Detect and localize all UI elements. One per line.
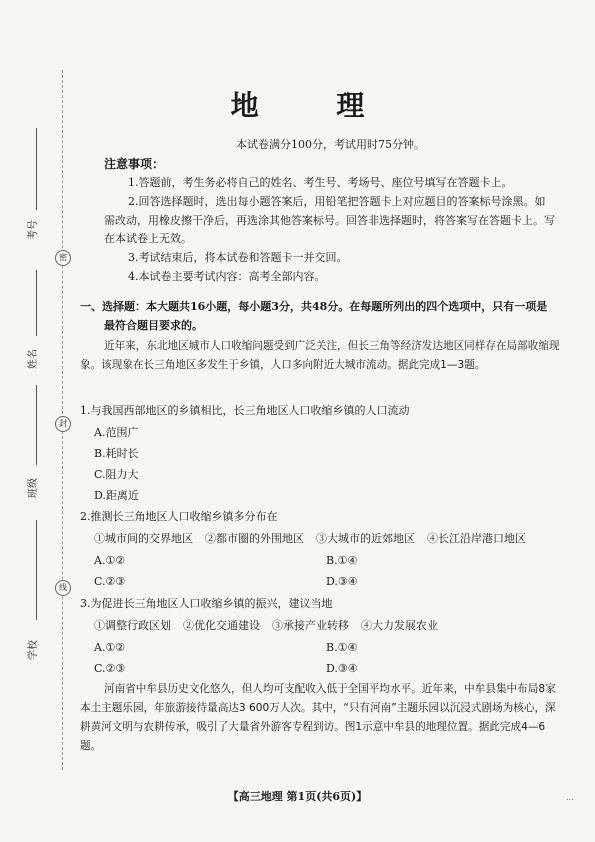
notice-item: 3.考试结束后，将本试卷和答题卡一并交回。	[128, 251, 348, 265]
notice-list	[104, 174, 556, 287]
option-a[interactable]: A.①②	[94, 554, 126, 567]
footer-mark: ...	[566, 793, 574, 802]
name-underline	[36, 270, 37, 336]
notice-item: 1.答题前，考生务必将自己的姓名、考生号、考场号、座位号填写在答题卡上。	[128, 176, 513, 189]
seal-mi: 密	[55, 250, 71, 266]
passage-text: 近年来，东北地区城市人口收缩问题受到广泛关注，但长三角等经济发达地区同样存在局部收缩现象。该现象在长三角地区多发生于乡镇，人口多向附近大城市流动。据此完成1—3题。	[80, 340, 560, 371]
option-d[interactable]: D.③④	[326, 575, 358, 588]
question-1	[80, 402, 560, 508]
section-heading-line1: 一、选择题：本大题共16小题，每小题3分，共48分。在每题所列出的四个选项中，只有一项是	[80, 300, 548, 313]
statement-item: ②都市圈的外围地区	[205, 532, 304, 545]
class-label: 班级	[28, 478, 39, 498]
option-b[interactable]: B.①④	[326, 641, 358, 654]
statement-item: ①城市间的交界地区	[94, 532, 193, 545]
statement-list	[80, 617, 560, 639]
reading-passage-2	[80, 680, 564, 756]
notice-item: 4.本试卷主要考试内容：高考全部内容。	[128, 269, 326, 283]
class-field[interactable]	[6, 470, 56, 530]
passage-text: 河南省中牟县历史文化悠久，但人均可支配收入低于全国平均水平。近年来，中牟县集中布局8家本土主题乐园，年旅游接待量高达3 600万人次。其中，“只有河南”主题乐园以沉浸式剧场为核心，深耕黄河文明与农耕传承，吸引了大量省外游客专程到访。图1示意中牟县的地理位置。据此完成4—6题。	[80, 683, 556, 752]
statement-list	[80, 530, 560, 552]
page-title: 地 理	[230, 89, 399, 122]
question-stem: 2.推测长三角地区人口收缩乡镇多分布在	[80, 510, 278, 523]
option-b[interactable]: B.①④	[326, 554, 358, 567]
notice-heading: 注意事项：	[104, 157, 165, 171]
statement-item: ③承接产业转移	[272, 619, 349, 632]
question-stem: 1.与我国西部地区的乡镇相比，长三角地区人口收缩乡镇的人口流动	[80, 404, 410, 417]
class-underline	[36, 385, 37, 465]
notice-item: 2.回答选择题时，选出每小题答案后，用铅笔把答题卡上对应题目的答案标号涂黑。如需改动，用橡皮擦干净后，再选涂其他答案标号。回答非选择题时，将答案写在答题卡上。写在本试卷上无效。	[104, 194, 555, 246]
statement-item: ④长江沿岸港口地区	[427, 532, 526, 545]
section-heading	[80, 298, 566, 335]
reading-passage-1	[80, 337, 564, 375]
option-a[interactable]: A.范围广	[94, 426, 139, 439]
exam-no-underline	[36, 128, 37, 210]
question-2	[80, 508, 560, 594]
option-row	[80, 660, 560, 681]
option-row	[80, 573, 560, 594]
name-label: 姓名	[28, 349, 39, 369]
option-c[interactable]: C.②③	[94, 662, 126, 675]
question-3	[80, 595, 560, 681]
exam-intro: 本试卷满分100分，考试用时75分钟。	[236, 138, 425, 151]
option-c[interactable]: C.阻力大	[94, 468, 139, 481]
statement-item: ②优化交通建设	[183, 619, 260, 632]
school-label: 学校	[28, 640, 39, 660]
school-underline	[36, 520, 37, 620]
option-c[interactable]: C.②③	[94, 575, 126, 588]
statement-item: ①调整行政区划	[94, 619, 171, 632]
page-footer: 【高三地理 第1页(共6页)】	[227, 790, 368, 803]
exam-no-label: 考号	[28, 220, 39, 240]
exam-no-field[interactable]	[6, 210, 56, 270]
section-heading-line2: 最符合题目要求的。	[104, 318, 203, 332]
statement-item: ④大力发展农业	[361, 619, 438, 632]
school-field[interactable]	[6, 630, 56, 690]
name-field[interactable]	[6, 345, 56, 405]
option-d[interactable]: D.距离近	[94, 489, 139, 502]
option-row	[80, 552, 560, 573]
option-b[interactable]: B.耗时长	[94, 447, 139, 460]
seal-feng: 封	[55, 416, 71, 432]
option-d[interactable]: D.③④	[326, 662, 358, 675]
statement-item: ③大城市的近郊地区	[316, 532, 415, 545]
question-stem: 3.为促进长三角地区人口收缩乡镇的振兴，建议当地	[80, 597, 333, 610]
option-row	[80, 639, 560, 660]
option-a[interactable]: A.①②	[94, 641, 126, 654]
seal-xian: 线	[55, 580, 71, 596]
